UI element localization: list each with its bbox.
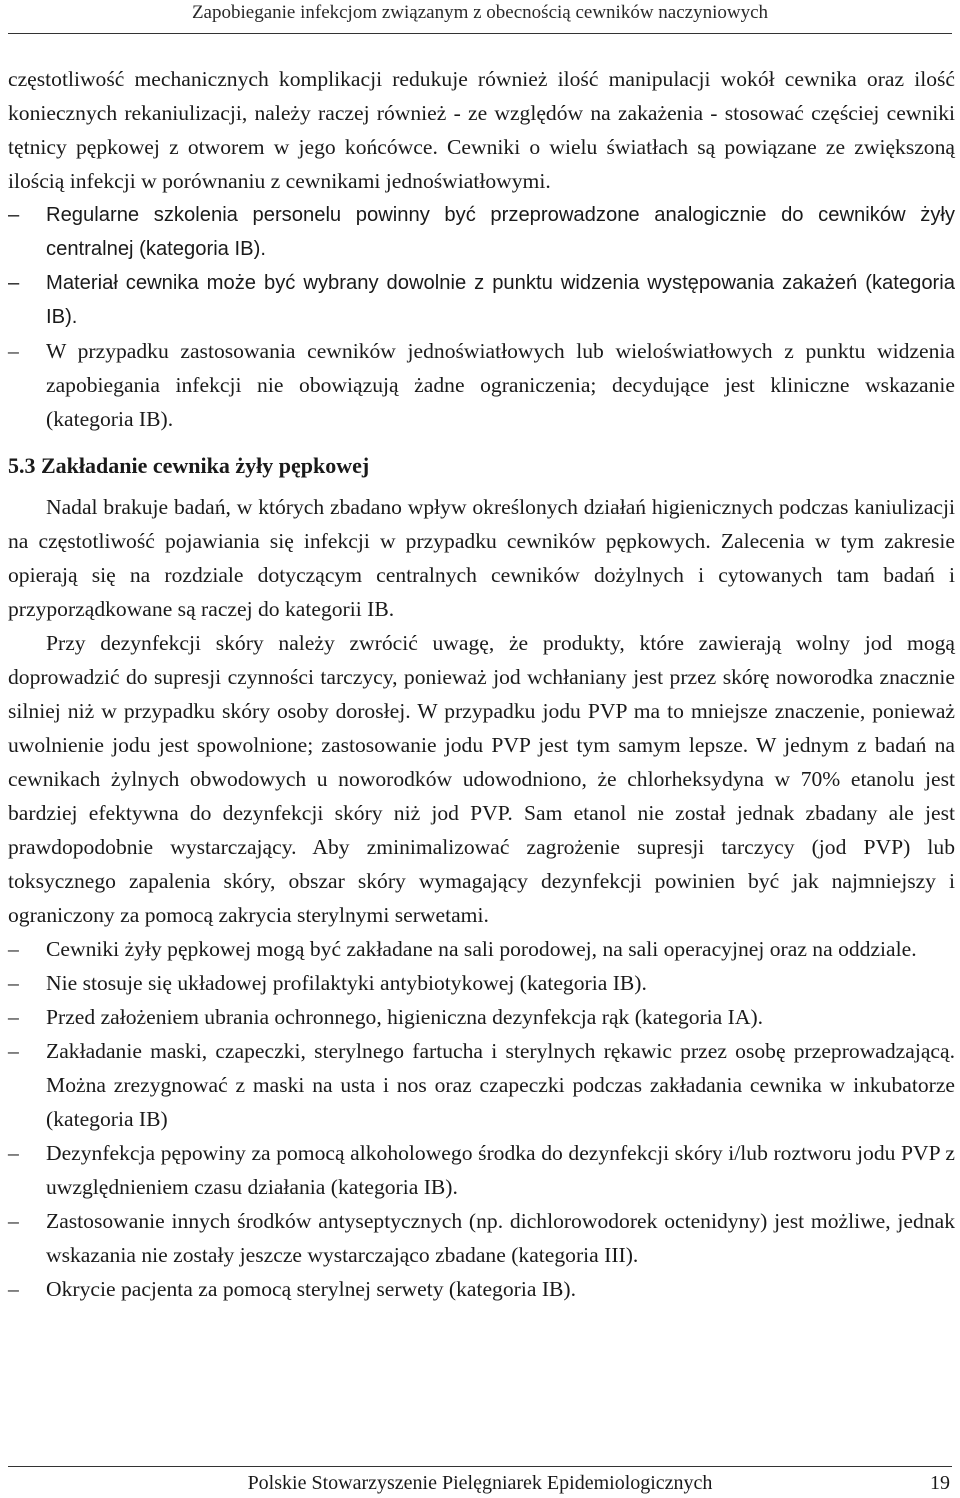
list-item <box>8 1000 955 1034</box>
dash-bullet: – <box>8 937 19 961</box>
list-item-text: Nie stosuje się układowej profilaktyki antybiotykowej (kategoria IB). <box>46 971 647 995</box>
list-item <box>8 932 955 966</box>
recommendation-list-b <box>8 932 955 1306</box>
section-paragraph-1: Nadal brakuje badań, w których zbadano wpływ określonych działań higienicznych podczas kaniulizacji na częstotliwość pojawiania się infekcji w przypadku cewników pępkowych. Zalecenia w tym zakresie opierają się na rozdziale dotyczącym centralnych cewników dożylnych i cytowanych tam badań i przyporządkowane są raczej do kategorii IB. <box>8 495 955 621</box>
list-item-text: Cewniki żyły pępkowej mogą być zakładane na sali porodowej, na sali operacyjnej oraz na oddziale. <box>46 937 917 961</box>
dash-bullet: – <box>8 1005 19 1029</box>
dash-bullet: – <box>8 971 19 995</box>
list-item-text: Okrycie pacjenta za pomocą sterylnej serwety (kategoria IB). <box>46 1277 577 1301</box>
list-item <box>8 266 955 334</box>
list-item <box>8 198 955 266</box>
list-item <box>8 1136 955 1204</box>
recommendation-list-a <box>8 198 955 436</box>
running-header: Zapobieganie infekcjom związanym z obecnością cewników naczyniowych <box>191 2 769 23</box>
list-item-text: Regularne szkolenia personelu powinny być przeprowadzone analogicznie do cewników żyły centralnej (kategoria IB). <box>46 204 955 260</box>
footer-organization: Polskie Stowarzyszenie Pielęgniarek Epidemiologicznych <box>247 1472 713 1494</box>
dash-bullet: – <box>8 1209 19 1233</box>
intro-paragraph: częstotliwość mechanicznych komplikacji redukuje również ilość manipulacji wokół cewnika oraz ilość koniecznych rekaniulizacji, należy raczej również - ze względów na zakażenia - stosować częściej cewniki tętnicy pępkowej z otworem w jego końcówce. Cewniki o wielu światłach są powiązane ze zwiększoną ilością infekcji w porównaniu z cewnikami jednoświatłowymi. <box>8 67 955 193</box>
list-item-text: Zastosowanie innych środków antyseptycznych (np. dichlorowodorek octenidyny) jest możliwe, jednak wskazania nie zostały jeszcze wystarczająco zbadane (kategoria III). <box>46 1209 955 1267</box>
dash-bullet: – <box>8 1141 19 1165</box>
page-number: 19 <box>930 1472 950 1494</box>
list-item <box>8 1034 955 1136</box>
dash-bullet: – <box>8 339 19 363</box>
dash-bullet: – <box>8 1277 19 1301</box>
list-item-text: Materiał cewnika może być wybrany dowolnie z punktu widzenia występowania zakażeń (kategoria IB). <box>46 272 955 328</box>
header-divider <box>8 33 952 34</box>
footer-divider <box>8 1466 952 1467</box>
running-footer <box>0 1468 960 1498</box>
section-heading: 5.3 Zakładanie cewnika żyły pępkowej <box>8 453 370 478</box>
dash-bullet: – <box>8 1039 19 1063</box>
list-item <box>8 1272 955 1306</box>
list-item <box>8 1204 955 1272</box>
list-item <box>8 334 955 436</box>
page-content <box>8 62 955 1306</box>
dash-bullet: – <box>8 204 20 226</box>
section-paragraph-2: Przy dezynfekcji skóry należy zwrócić uwagę, że produkty, które zawierają wolny jod mogą doprowadzić do supresji czynności tarczycy, ponieważ jod wchłaniany jest przez skórę noworodka znacznie silniej niż w przypadku skóry osoby dorosłej. W przypadku jodu PVP ma to mniejsze znaczenie, ponieważ uwolnienie jodu jest spowolnione; zastosowanie jodu PVP jest tym samym lepsze. W jednym z badań na cewnikach żylnych obwodowych u noworodków udowodniono, że chlorheksydyna w 70% etanolu jest bardziej efektywna do dezynfekcji skóry niż jod PVP. Sam etanol nie został jednak zbadany ale jest prawdopodobnie wystarczający. Aby zminimalizować zagrożenie supresji tarczycy (jod PVP) lub toksycznego zapalenia skóry, obszar skóry wymagający dezynfekcji powinien być jak najmniejszy i ograniczony za pomocą zakrycia sterylnymi serwetami. <box>8 631 955 927</box>
list-item-text: W przypadku zastosowania cewników jednoświatłowych lub wieloświatłowych z punktu widzenia zapobiegania infekcji nie obowiązują żadne ograniczenia; decydujące jest kliniczne wskazanie (kategoria IB). <box>46 339 955 431</box>
list-item-text: Dezynfekcja pępowiny za pomocą alkoholowego środka do dezynfekcji skóry i/lub roztworu jodu PVP z uwzględnieniem czasu działania (kategoria IB). <box>46 1141 955 1199</box>
list-item <box>8 966 955 1000</box>
list-item-text: Przed założeniem ubrania ochronnego, higieniczna dezynfekcja rąk (kategoria IA). <box>46 1005 764 1029</box>
list-item-text: Zakładanie maski, czapeczki, sterylnego fartucha i sterylnych rękawic przez osobę przeprowadzającą. Można zrezygnować z maski na usta i nos oraz czapeczki podczas zakładania cewnika w inkubatorze (kategoria IB) <box>46 1039 955 1131</box>
dash-bullet: – <box>8 272 20 294</box>
